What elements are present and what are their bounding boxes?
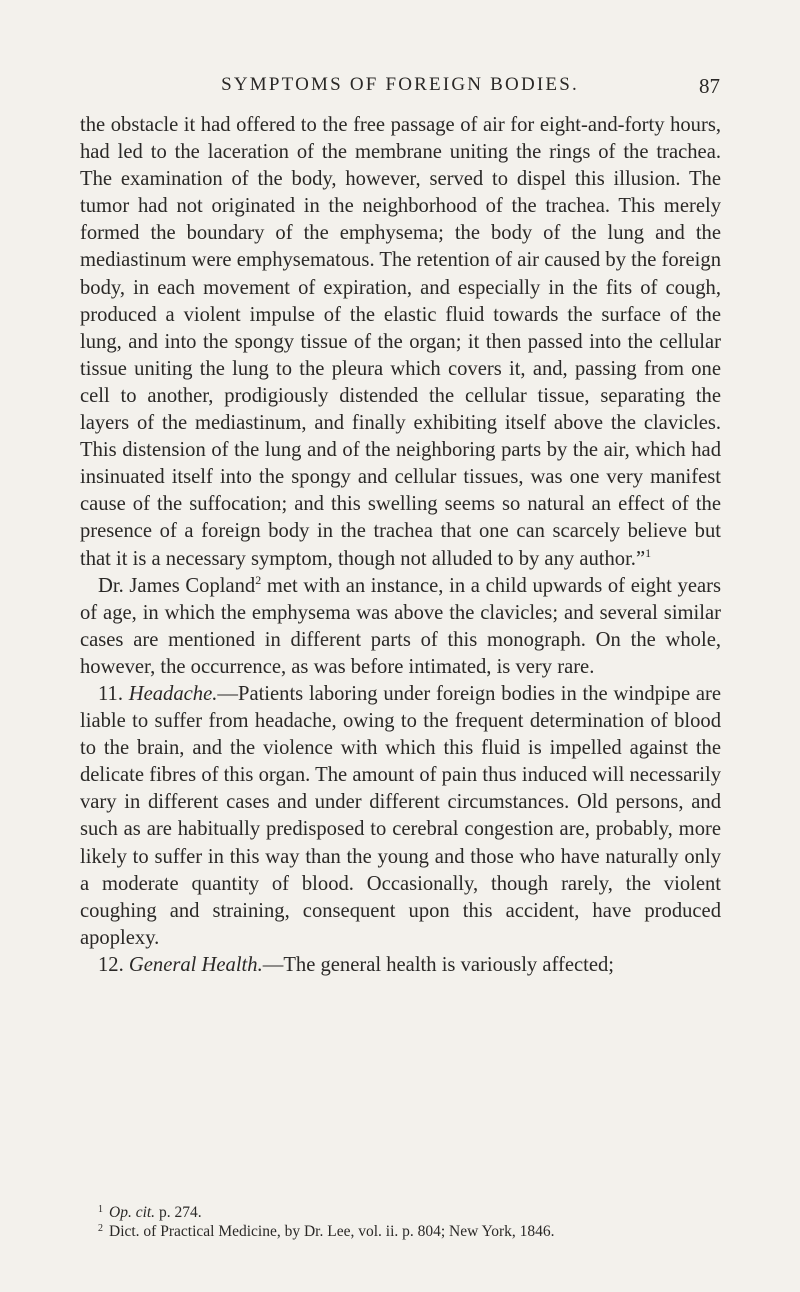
footnote-text: Dict. of Practical Medicine, by Dr. Lee, vol. ii. p. 804; New York, 1846. bbox=[109, 1223, 555, 1240]
footnote-ref: 2 bbox=[255, 572, 262, 587]
footnote-mark: 2 bbox=[98, 1223, 103, 1234]
footnote bbox=[80, 1222, 730, 1241]
footnote-mark: 1 bbox=[98, 1204, 103, 1215]
footnote-italic: Op. cit. bbox=[109, 1204, 156, 1221]
section-number: 11. bbox=[98, 682, 129, 705]
paragraph-text: —The general health is variously affected; bbox=[262, 953, 615, 976]
footnote bbox=[80, 1203, 730, 1222]
paragraph-continuation bbox=[80, 112, 721, 573]
paragraph-text: met with an instance, in a child upwards of eight years of age, in which the emphysema was above the clavicles; and several similar cases are mentioned in different parts of this monograph. On the whole, however, the occurrence, as was before intimated, is very rare. bbox=[80, 574, 722, 678]
page-header bbox=[80, 74, 720, 102]
paragraph-text: Dr. James Copland bbox=[98, 574, 256, 597]
footnotes bbox=[80, 1203, 730, 1241]
section-heading: Headache. bbox=[128, 682, 218, 705]
running-head: SYMPTOMS OF FOREIGN BODIES. bbox=[221, 74, 579, 95]
paragraph-text: —Patients laboring under foreign bodies in the windpipe are liable to suffer from headache, owing to the frequent determination of blood to the brain, and the violence with which this fluid is impelled against the delicate fibres of this organ. The amount of pain thus induced will necessarily vary in different cases and under different circumstances. Old persons, and such as are habitually predisposed to cerebral congestion are, probably, more likely to suffer in this way than the young and those who have naturally only a moderate quantity of blood. Occasionally, though rarely, the violent coughing and straining, consequent upon this accident, have produced apoplexy. bbox=[80, 682, 721, 949]
section-general-health bbox=[80, 952, 721, 979]
section-number: 12. bbox=[98, 953, 129, 976]
footnote-ref: 1 bbox=[645, 545, 652, 560]
page-number: 87 bbox=[699, 74, 720, 98]
body-text bbox=[80, 112, 721, 979]
section-headache bbox=[80, 681, 721, 952]
paragraph-text: the obstacle it had offered to the free passage of air for eight-and-forty hours, had led to the laceration of the membrane uniting the rings of the trachea. The examination of the body, however, served to dispel this illusion. The tumor had not originated in the neighborhood of the trachea. This merely formed the boundary of the emphysema; the body of the lung and the mediastinum were emphysematous. The retention of air caused by the foreign body, in each movement of expiration, and especially in the fits of cough, produced a violent impulse of the elastic fluid towards the surface of the lung, and into the spongy tissue of the organ; it then passed into the cellular tissue uniting the lung to the pleura which covers it, and, passing from one cell to another, prodigiously distended the cellular tissue, separating the layers of the mediastinum, and finally exhibiting itself above the clavicles. This distension of the lung and of the neighboring parts by the air, which had insinuated itself into the spongy and cellular tissues, was one very manifest cause of the suffocation; and this swelling seems so natural an effect of the presence of a foreign body in the trachea that one can scarcely believe but that it is a necessary symptom, though not alluded to by any author.” bbox=[80, 114, 721, 570]
footnote-text: p. 274. bbox=[155, 1204, 202, 1221]
paragraph-copland bbox=[80, 573, 721, 681]
section-heading: General Health. bbox=[128, 953, 263, 976]
